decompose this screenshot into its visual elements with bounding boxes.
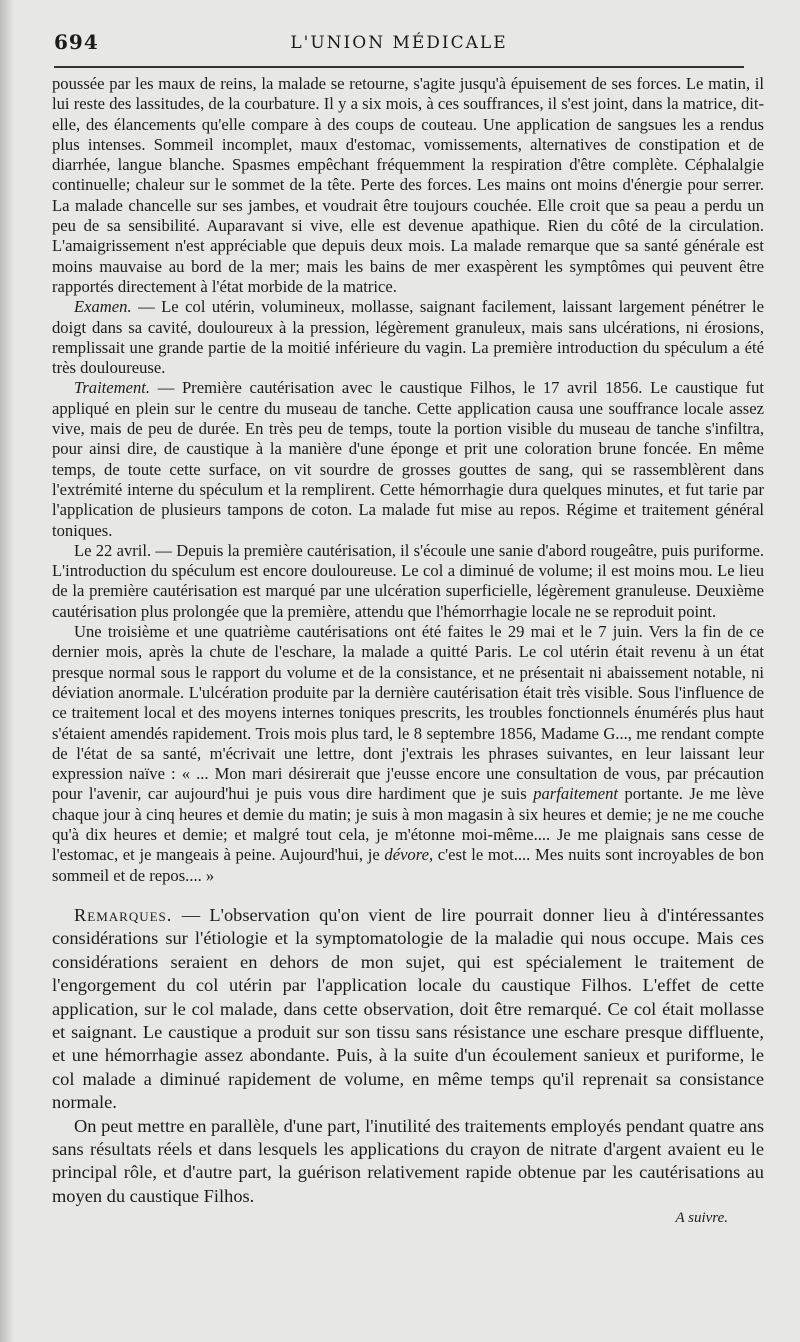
remarks-text: — L'observation qu'on vient de lire pourrait donner lieu à d'intéressantes considérations sur l'étiologie et la symptomatologie de la maladie qui nous occupe. Mais ces considérations seraient en dehors de mon sujet, qui est spécialement le traitement de l'engorgement du col utérin par l'application locale du caustique Filhos. L'effet de cette application, sur le col malade, dans cette observation, doit être remarqué. Ce col était mollasse et saignant. Le caustique a produit sur son tissu sans résistance une eschare presque diffluente, et une hémorrhagie assez abondante. Puis, à la suite d'un écoulement sanieux et puriforme, le col malade a diminué rapidement de volume, en même temps qu'il reprenait sa consistance normale. <box>52 904 764 1113</box>
page-number: 694 <box>54 30 99 54</box>
traitement-paragraph <box>52 378 764 540</box>
header-rule <box>54 66 744 68</box>
traitement-label: Traitement. <box>74 378 151 398</box>
letter-text-2: portante. Je me lève chaque jour à cinq heures et demie du matin; je suis à mon magasin à six heures et demie; je ne me couche qu'à dix heures et demie; et malgré tout cela, je m'étonne moi-même.... Je me plaignais sans cesse de l'estomac, et je mangeais à peine. Aujourd'hui, je <box>52 784 765 865</box>
examen-label: Examen. <box>74 297 132 317</box>
remarks-label: Remarques. <box>74 904 173 925</box>
page-header <box>54 30 744 60</box>
to-be-continued: A suivre. <box>675 1210 728 1227</box>
letter-emphasis-2: dévore <box>384 845 429 865</box>
remarks-block <box>52 904 764 1227</box>
third-fourth-cauterization-paragraph <box>52 622 764 886</box>
remarks-paragraph <box>52 904 764 1115</box>
letter-text-3: , c'est le mot.... Mes nuits sont incroyables de bon sommeil et de repos.... » <box>52 845 764 885</box>
journal-title: L'UNION MÉDICALE <box>290 33 508 53</box>
letter-emphasis-1: parfaitement <box>533 784 618 804</box>
april-22-paragraph: Le 22 avril. — Depuis la première cautérisation, il s'écoule une sanie d'abord rougeâtre, puis puriforme. L'introduction du spéculum est encore douloureuse. Le col a diminué de volume; il est moins mou. Le lieu de la première cautérisation est marqué par une ulcération superficielle, légèrement granuleuse. Deuxième cautérisation plus prolongée que la première, attendu que l'hémorrhagie locale ne se reproduit point. <box>52 540 764 621</box>
observation-block <box>52 74 764 886</box>
letter-text-1: Une troisième et une quatrième cautérisations ont été faites le 29 mai et le 7 juin. Vers la fin de ce dernier mois, après la chute de l'eschare, la malade a quitté Paris. Le col utérin était revenu à un état presque normal sous le rapport du volume et de la consistance, et ne présentait ni abaissement notable, ni déviation anormale. L'ulcération produite par la dernière cautérisation était très visible. Sous l'influence de ce traitement local et des moyens internes toniques prescrits, les troubles fonctionnels énumérés plus haut s'étaient amendés rapidement. Trois mois plus tard, le 8 septembre 1856, Madame G..., me rendant compte de l'état de sa santé, m'écrivait une lettre, dont j'extrais les phrases suivantes, en leur laissant leur expression naïve : « ... Mon mari désirerait que j'eusse encore une consultation de vous, par précaution pour l'avenir, car aujourd'hui je puis vous dire hardiment que je suis <box>52 622 764 804</box>
parallel-paragraph: On peut mettre en parallèle, d'une part, l'inutilité des traitements employés pendant quatre ans sans résultats réels et dans lesquels les applications du crayon de nitrate d'argent avaient eu le principal rôle, et d'autre part, la guérison relativement rapide obtenue par les cautérisations au moyen du caustique Filhos. <box>52 1115 764 1206</box>
examen-paragraph <box>52 297 764 378</box>
traitement-text: — Première cautérisation avec le caustique Filhos, le 17 avril 1856. Le caustique fut appliqué en plein sur le centre du museau de tanche. Cette application causa une souffrance locale assez vive, mais de peu de durée. En très peu de temps, toute la portion visible du museau de tanche s'infiltra, pour ainsi dire, de caustique à la manière d'une éponge et prit une coloration brune foncée. En même temps, de toute cette surface, on vit sourdre de grosses gouttes de sang, qui se rassemblèrent dans l'extrémité interne du spéculum et la remplirent. Cette hémorrhagie dura quelques minutes, et fut tarie par l'application de plusieurs tampons de coton. La malade fut mise au repos. Régime et traitement général toniques. <box>52 378 764 540</box>
symptoms-paragraph: poussée par les maux de reins, la malade se retourne, s'agite jusqu'à épuisement de ses forces. Le matin, il lui reste des lassitudes, de la courbature. Il y a six mois, à ces souffrances, il s'est joint, dans la matrice, dit-elle, des élancements qu'elle compare à des coups de couteau. Une application de sangsues les a rendus plus intenses. Sommeil incomplet, maux d'estomac, vomissements, alternatives de constipation et de diarrhée, langue blanche. Spasmes empêchant fréquemment la respiration d'être complète. Céphalalgie continuelle; chaleur sur le sommet de la tête. Perte des forces. Les mains ont moins d'énergie pour serrer. La malade chancelle sur ses jambes, et voudrait être toujours couchée. Elle croit que sa peau a perdu un peu de sa sensibilité. Auparavant si vive, elle est devenue apathique. Rien du côté de la circulation. L'amaigrissement n'est appréciable que depuis deux mois. La malade remarque que sa santé générale est moins mauvaise au bord de la mer; mais les bains de mer exaspèrent les symptômes qui peuvent être rapportés directement à l'état morbide de la matrice. <box>52 74 764 296</box>
examen-text: — Le col utérin, volumineux, mollasse, saignant facilement, laissant largement pénétrer le doigt dans sa cavité, douloureux à la pression, légèrement granuleux, mais sans ulcérations, ni érosions, remplissait une grande partie de la moitié inférieure du vagin. La première introduction du spéculum a été très douloureuse. <box>52 297 764 378</box>
page-gutter-shadow <box>0 0 14 1342</box>
text-column <box>52 74 764 1227</box>
